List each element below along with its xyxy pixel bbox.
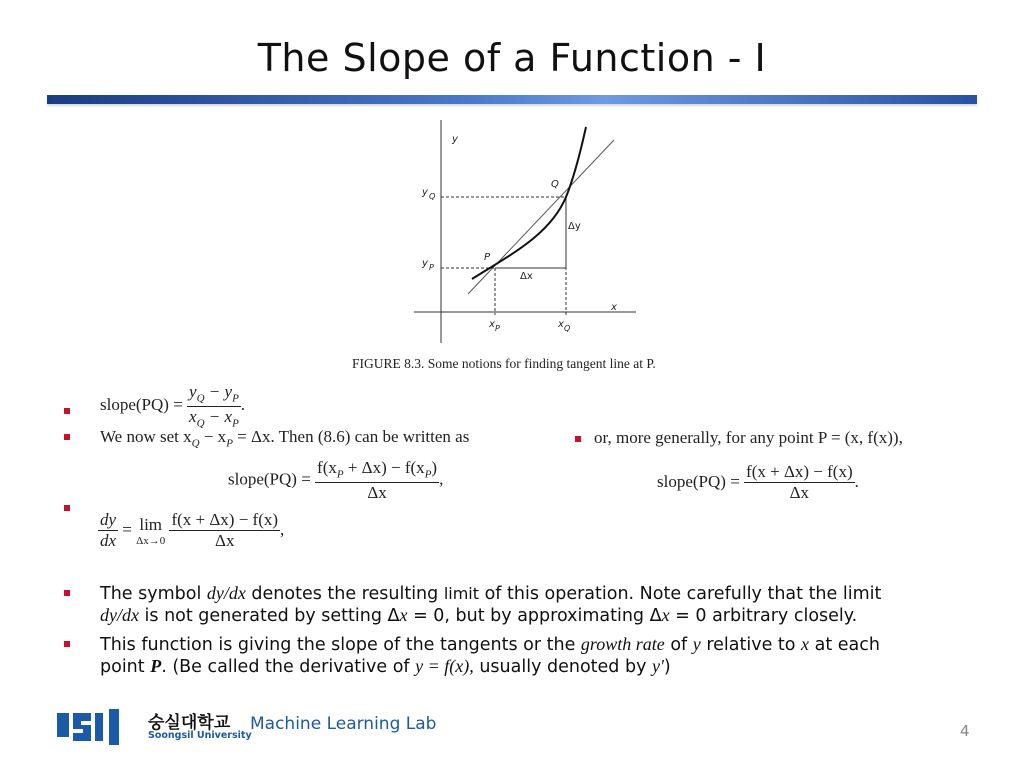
- secant-line: [468, 140, 614, 294]
- slope-formula-xp: slope(PQ) = $\frac{f(x_P + \Delta x) - f(x_P)}{\Delta x}$ ,: [228, 458, 444, 502]
- delta-y-label: Δy: [568, 221, 581, 232]
- yp-label: y: [422, 258, 428, 269]
- korean-university-name: 숭실대학교: [148, 713, 231, 733]
- bullet-marker: [575, 436, 581, 442]
- bullet-marker: [64, 505, 70, 511]
- xp-sub: P: [495, 324, 500, 333]
- dydx-explanation: The symbol dy/dx denotes the resulting limit of this operation. Note carefully that the limit dy/dx is not generated by setting Δx = 0, but by approximating Δx = 0 arbitrary closely.: [100, 583, 882, 626]
- ssu-logo-icon: [55, 705, 137, 749]
- bullet-marker: [64, 434, 70, 440]
- slope-definition: slope(PQ) = $\frac{y_Q - y_P}{x_Q - x_P}$ .: [100, 382, 246, 429]
- lab-name: Machine Learning Lab: [250, 714, 437, 734]
- yq-label: y: [422, 187, 428, 198]
- slope-def-lhs: slope(PQ) =: [100, 394, 183, 414]
- slope-formula-general: slope(PQ) = $\frac{f(x + \Delta x) - f(x)}{\Delta x}$ .: [657, 462, 859, 503]
- derivative-formula: $\frac{dy}{dx}$ = lim Δx→0 $\frac{f(x + \Delta x) - f(x)}{\Delta x}$ ,: [100, 510, 285, 551]
- title-divider: [47, 95, 977, 104]
- bullet-marker: [64, 408, 70, 414]
- page-number: 4: [960, 722, 970, 740]
- page-title: The Slope of a Function - I: [257, 36, 767, 80]
- university-name: Soongsil University: [148, 730, 252, 741]
- tangent-figure: [400, 115, 650, 350]
- xp-label: x: [489, 319, 495, 330]
- yq-sub: Q: [429, 192, 436, 201]
- bullet-marker: [64, 590, 70, 596]
- point-q-label: Q: [551, 179, 559, 190]
- figure-caption: FIGURE 8.3. Some notions for finding tangent line at P.: [352, 356, 656, 371]
- general-point-text: or, more generally, for any point P = (x, f(x)),: [594, 428, 903, 447]
- derivative-explanation: This function is giving the slope of the tangents or the growth rate of y relative to x at each point P. (Be called the derivative of y = f(x), usually denoted by y'): [100, 634, 880, 677]
- xq-label: x: [558, 319, 564, 330]
- xq-sub: Q: [564, 324, 571, 333]
- set-delta-x-text: We now set $x_Q - x_P = \Delta x$. Then (8.6) can be written as: [100, 427, 470, 450]
- x-axis-label: x: [611, 302, 617, 313]
- slope-def-fraction: $\frac{y_Q - y_P}{x_Q - x_P}$: [189, 382, 239, 429]
- yp-sub: P: [429, 263, 434, 272]
- y-axis-label: y: [452, 134, 458, 145]
- bullet-marker: [64, 641, 70, 647]
- delta-x-label: Δx: [520, 271, 533, 282]
- point-p-label: P: [484, 252, 491, 263]
